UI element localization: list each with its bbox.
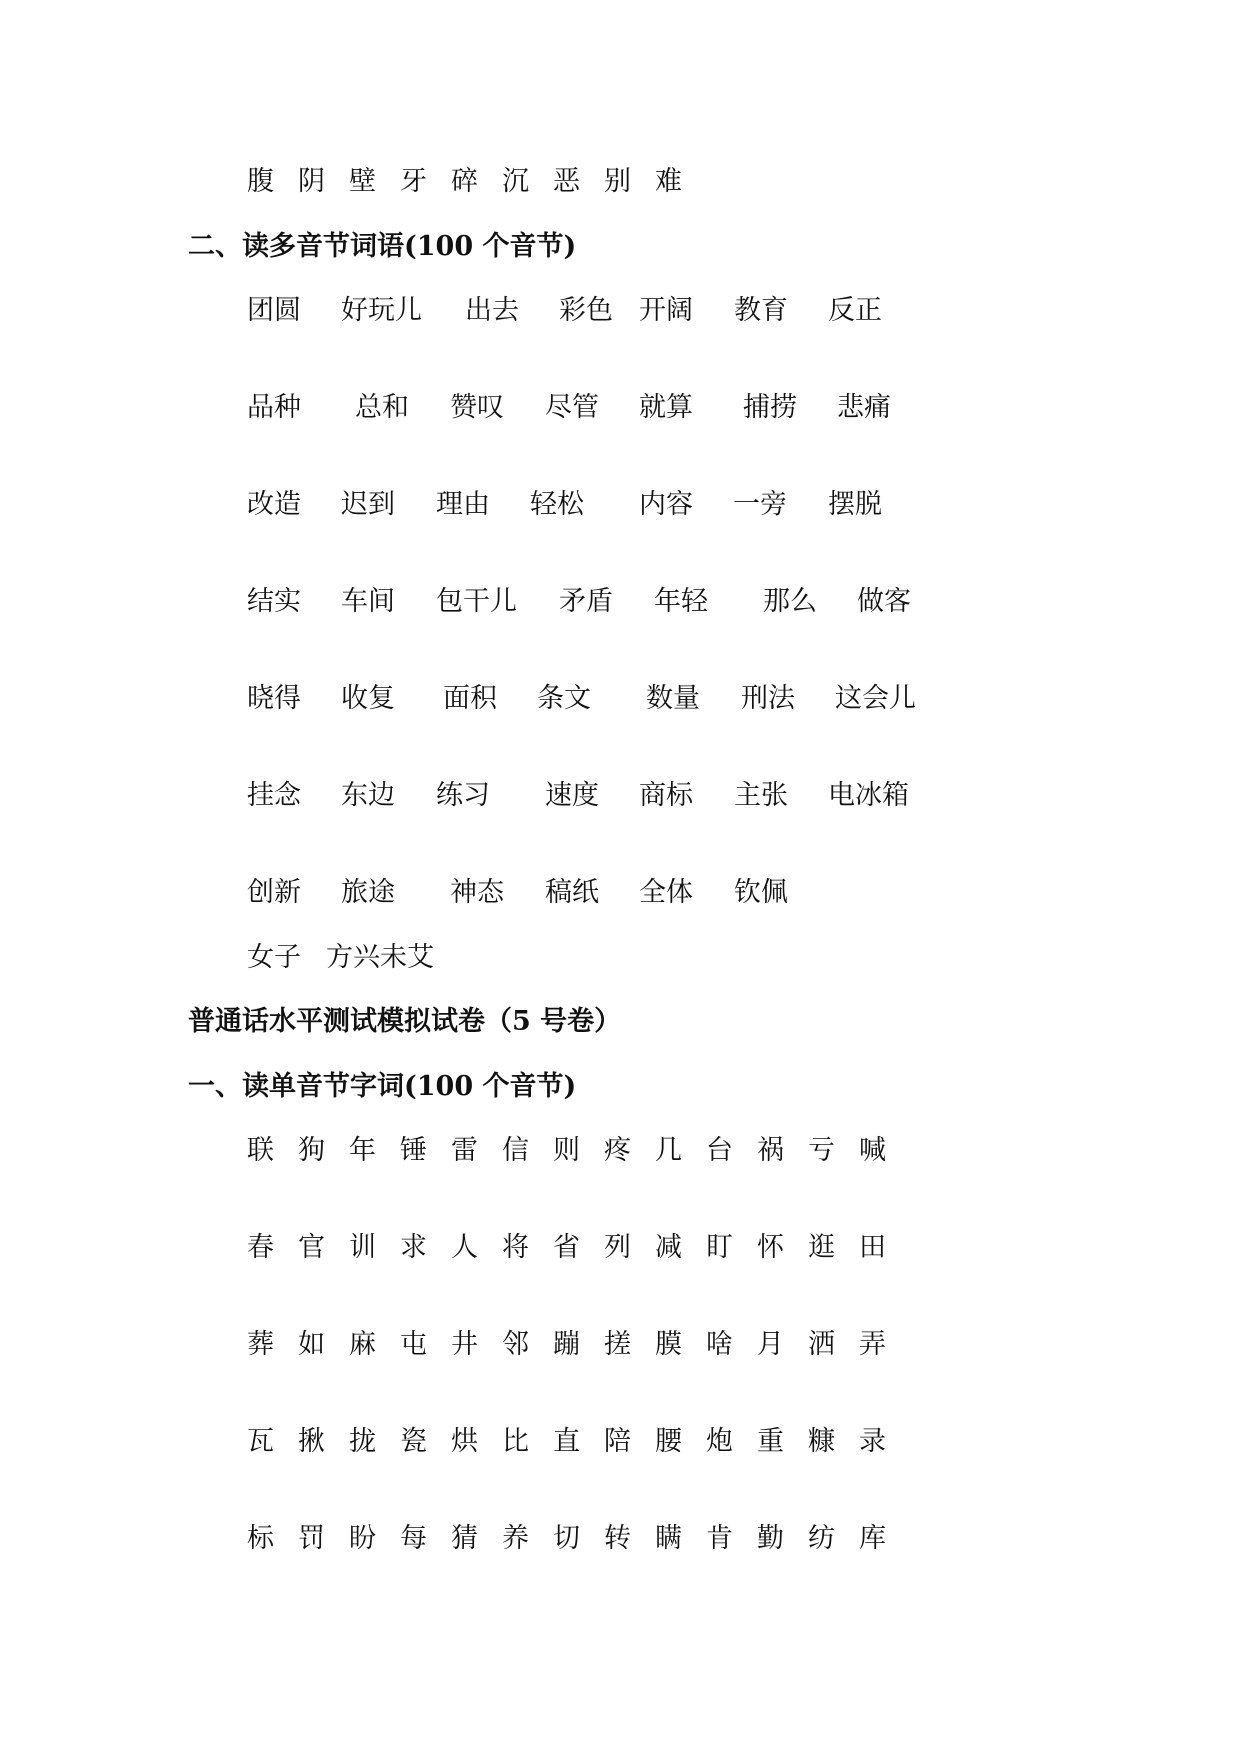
word-cell: 年轻 xyxy=(654,586,708,617)
char-cell: 如 xyxy=(298,1329,325,1360)
word-cell: 品种 xyxy=(247,392,301,423)
char-cell: 年 xyxy=(349,1135,376,1166)
word-cell: 收复 xyxy=(341,683,395,714)
char-cell: 啥 xyxy=(706,1329,733,1360)
char-cell: 井 xyxy=(451,1329,478,1360)
char-cell: 屯 xyxy=(400,1329,427,1360)
char-cell: 祸 xyxy=(757,1135,784,1166)
char-cell: 蹦 xyxy=(553,1329,580,1360)
char-cell: 联 xyxy=(247,1135,274,1166)
word-cell: 商标 xyxy=(639,780,693,811)
word-cell: 旅途 xyxy=(341,877,395,908)
char-cell: 膜 xyxy=(655,1329,682,1360)
char-cell: 训 xyxy=(349,1232,376,1263)
word-cell: 这会儿 xyxy=(835,683,916,714)
word-cell: 赞叹 xyxy=(450,392,504,423)
word-cell: 轻松 xyxy=(530,489,584,520)
char-cell: 腹 xyxy=(247,166,274,197)
char-cell: 喊 xyxy=(859,1135,886,1166)
char-cell: 官 xyxy=(298,1232,325,1263)
word-cell: 刑法 xyxy=(741,683,795,714)
char-cell: 纺 xyxy=(808,1523,835,1554)
char-cell: 葬 xyxy=(247,1329,274,1360)
char-cell: 瓦 xyxy=(247,1426,274,1457)
char-cell: 台 xyxy=(706,1135,733,1166)
char-cell: 转 xyxy=(604,1523,631,1554)
paper-title: 普通话水平测试模拟试卷（5 号卷） xyxy=(188,1006,622,1037)
char-cell: 养 xyxy=(502,1523,529,1554)
word-cell: 全体 xyxy=(639,877,693,908)
char-cell: 猜 xyxy=(451,1523,478,1554)
char-cell: 锤 xyxy=(400,1135,427,1166)
char-cell: 揪 xyxy=(298,1426,325,1457)
word-cell: 稿纸 xyxy=(545,877,599,908)
word-cell: 那么 xyxy=(763,586,817,617)
char-cell: 信 xyxy=(502,1135,529,1166)
word-cell: 摆脱 xyxy=(828,489,882,520)
char-cell: 逛 xyxy=(808,1232,835,1263)
char-cell: 减 xyxy=(655,1232,682,1263)
char-cell: 录 xyxy=(859,1426,886,1457)
word-cell: 钦佩 xyxy=(734,877,788,908)
word-cell: 条文 xyxy=(537,683,591,714)
word-cell: 方兴未艾 xyxy=(326,942,434,973)
word-cell: 矛盾 xyxy=(559,586,613,617)
char-cell: 陪 xyxy=(604,1426,631,1457)
char-cell: 求 xyxy=(400,1232,427,1263)
word-cell: 悲痛 xyxy=(837,392,891,423)
char-cell: 列 xyxy=(604,1232,631,1263)
word-cell: 包干儿 xyxy=(436,586,517,617)
char-cell: 炮 xyxy=(706,1426,733,1457)
char-cell: 雷 xyxy=(451,1135,478,1166)
word-cell: 结实 xyxy=(247,586,301,617)
char-cell: 亏 xyxy=(808,1135,835,1166)
word-cell: 总和 xyxy=(355,392,409,423)
word-cell: 做客 xyxy=(857,586,911,617)
word-cell: 练习 xyxy=(436,780,490,811)
word-cell: 东边 xyxy=(341,780,395,811)
word-cell: 面积 xyxy=(443,683,497,714)
word-cell: 女子 xyxy=(247,942,301,973)
char-cell: 几 xyxy=(655,1135,682,1166)
char-cell: 洒 xyxy=(808,1329,835,1360)
word-cell: 迟到 xyxy=(341,489,395,520)
char-cell: 沉 xyxy=(502,166,529,197)
char-cell: 别 xyxy=(604,166,631,197)
word-cell: 彩色 xyxy=(559,295,613,326)
char-cell: 碎 xyxy=(451,166,478,197)
char-cell: 弄 xyxy=(859,1329,886,1360)
word-cell: 教育 xyxy=(734,295,788,326)
char-cell: 则 xyxy=(553,1135,580,1166)
section-one-heading: 一、读单音节字词(100 个音节) xyxy=(188,1071,577,1102)
char-cell: 狗 xyxy=(298,1135,325,1166)
word-cell: 神态 xyxy=(450,877,504,908)
char-cell: 腰 xyxy=(655,1426,682,1457)
char-cell: 省 xyxy=(553,1232,580,1263)
char-cell: 月 xyxy=(757,1329,784,1360)
char-cell: 库 xyxy=(859,1523,886,1554)
char-cell: 标 xyxy=(247,1523,274,1554)
word-cell: 捕捞 xyxy=(743,392,797,423)
char-cell: 怀 xyxy=(757,1232,784,1263)
char-cell: 恶 xyxy=(553,166,580,197)
char-cell: 盯 xyxy=(706,1232,733,1263)
word-cell: 创新 xyxy=(247,877,301,908)
char-cell: 瞒 xyxy=(655,1523,682,1554)
char-cell: 牙 xyxy=(400,166,427,197)
char-cell: 麻 xyxy=(349,1329,376,1360)
word-cell: 晓得 xyxy=(247,683,301,714)
word-cell: 理由 xyxy=(436,489,490,520)
word-cell: 改造 xyxy=(247,489,301,520)
word-cell: 主张 xyxy=(734,780,788,811)
word-cell: 尽管 xyxy=(545,392,599,423)
char-cell: 田 xyxy=(859,1232,886,1263)
word-cell: 挂念 xyxy=(247,780,301,811)
char-cell: 罚 xyxy=(298,1523,325,1554)
char-cell: 将 xyxy=(502,1232,529,1263)
word-cell: 好玩儿 xyxy=(341,295,422,326)
char-cell: 疼 xyxy=(604,1135,631,1166)
word-cell: 车间 xyxy=(341,586,395,617)
char-cell: 直 xyxy=(553,1426,580,1457)
word-cell: 开阔 xyxy=(639,295,693,326)
char-cell: 搓 xyxy=(604,1329,631,1360)
char-cell: 阴 xyxy=(298,166,325,197)
char-cell: 肯 xyxy=(706,1523,733,1554)
char-cell: 盼 xyxy=(349,1523,376,1554)
char-cell: 壁 xyxy=(349,166,376,197)
char-cell: 拢 xyxy=(349,1426,376,1457)
word-cell: 团圆 xyxy=(247,295,301,326)
word-cell: 内容 xyxy=(639,489,693,520)
word-cell: 数量 xyxy=(646,683,700,714)
word-cell: 电冰箱 xyxy=(828,780,909,811)
char-cell: 糠 xyxy=(808,1426,835,1457)
char-cell: 比 xyxy=(502,1426,529,1457)
char-cell: 切 xyxy=(553,1523,580,1554)
char-cell: 重 xyxy=(757,1426,784,1457)
char-cell: 勤 xyxy=(757,1523,784,1554)
word-cell: 就算 xyxy=(639,392,693,423)
char-cell: 邻 xyxy=(502,1329,529,1360)
word-cell: 一旁 xyxy=(733,489,787,520)
word-cell: 出去 xyxy=(465,295,519,326)
char-cell: 春 xyxy=(247,1232,274,1263)
char-cell: 瓷 xyxy=(400,1426,427,1457)
char-cell: 人 xyxy=(451,1232,478,1263)
word-cell: 反正 xyxy=(828,295,882,326)
char-cell: 每 xyxy=(400,1523,427,1554)
section-two-heading: 二、读多音节词语(100 个音节) xyxy=(188,231,577,262)
word-cell: 速度 xyxy=(545,780,599,811)
char-cell: 难 xyxy=(655,166,682,197)
char-cell: 烘 xyxy=(451,1426,478,1457)
